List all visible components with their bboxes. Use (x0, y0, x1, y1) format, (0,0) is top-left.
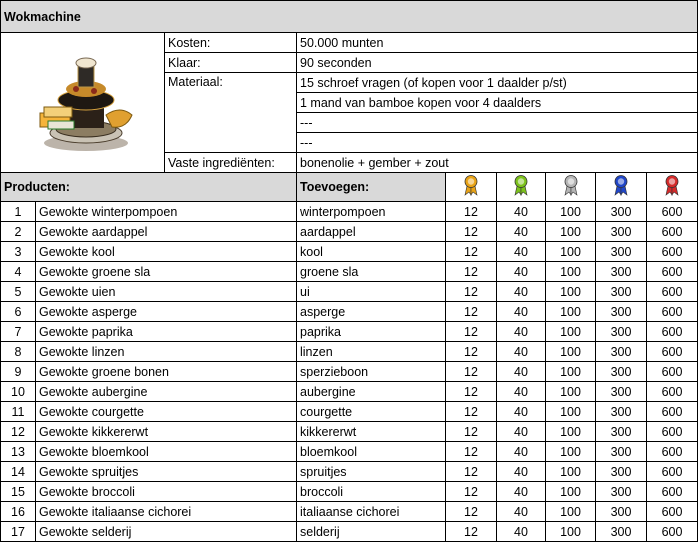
kosten-value: 50.000 munten (297, 33, 698, 53)
table-row (1, 282, 698, 302)
quantity-value: 12 (446, 322, 497, 342)
row-number: 13 (1, 442, 36, 462)
quantity-value: 40 (497, 362, 546, 382)
quantity-value: 100 (546, 442, 596, 462)
product-name: Gewokte spruitjes (36, 462, 297, 482)
quantity-value: 100 (546, 502, 596, 522)
quantity-value: 12 (446, 522, 497, 542)
quantity-value: 600 (647, 242, 698, 262)
row-number: 1 (1, 202, 36, 222)
ingredient-name: aardappel (297, 222, 446, 242)
table-row (1, 302, 698, 322)
quantity-value: 40 (497, 462, 546, 482)
row-number: 9 (1, 362, 36, 382)
quantity-value: 300 (596, 242, 647, 262)
product-name: Gewokte paprika (36, 322, 297, 342)
ingredient-name: kikkererwt (297, 422, 446, 442)
quantity-value: 40 (497, 422, 546, 442)
quantity-value: 12 (446, 242, 497, 262)
quantity-value: 600 (647, 262, 698, 282)
quantity-value: 12 (446, 482, 497, 502)
materiaal-item: 1 mand van bamboe kopen voor 4 daalders (297, 93, 698, 113)
quantity-value: 100 (546, 302, 596, 322)
ingredient-name: aubergine (297, 382, 446, 402)
row-number: 12 (1, 422, 36, 442)
quantity-value: 300 (596, 482, 647, 502)
row-number: 14 (1, 462, 36, 482)
quantity-value: 300 (596, 262, 647, 282)
product-name: Gewokte italiaanse cichorei (36, 502, 297, 522)
producten-header: Producten: (1, 173, 297, 202)
quantity-value: 300 (596, 502, 647, 522)
table-row (1, 502, 698, 522)
quantity-value: 40 (497, 382, 546, 402)
quantity-value: 600 (647, 522, 698, 542)
quantity-value: 40 (497, 502, 546, 522)
quantity-value: 300 (596, 362, 647, 382)
quantity-value: 100 (546, 322, 596, 342)
quantity-value: 100 (546, 282, 596, 302)
quantity-value: 600 (647, 402, 698, 422)
quantity-value: 12 (446, 442, 497, 462)
quantity-value: 300 (596, 202, 647, 222)
kosten-label: Kosten: (165, 33, 297, 53)
row-number: 17 (1, 522, 36, 542)
quantity-value: 12 (446, 262, 497, 282)
quantity-value: 12 (446, 282, 497, 302)
quantity-value: 600 (647, 302, 698, 322)
table-row (1, 402, 698, 422)
row-number: 5 (1, 282, 36, 302)
quantity-value: 100 (546, 382, 596, 402)
ribbon-green-icon (497, 173, 546, 202)
table-row (1, 202, 698, 222)
quantity-value: 40 (497, 222, 546, 242)
ingredient-name: linzen (297, 342, 446, 362)
quantity-value: 12 (446, 302, 497, 322)
ingredient-name: asperge (297, 302, 446, 322)
product-name: Gewokte broccoli (36, 482, 297, 502)
row-number: 10 (1, 382, 36, 402)
quantity-value: 300 (596, 382, 647, 402)
table-row (1, 442, 698, 462)
ingredient-name: italiaanse cichorei (297, 502, 446, 522)
product-name: Gewokte aubergine (36, 382, 297, 402)
quantity-value: 12 (446, 462, 497, 482)
quantity-value: 40 (497, 242, 546, 262)
product-name: Gewokte groene bonen (36, 362, 297, 382)
row-number: 7 (1, 322, 36, 342)
quantity-value: 100 (546, 482, 596, 502)
quantity-value: 600 (647, 322, 698, 342)
quantity-value: 300 (596, 282, 647, 302)
quantity-value: 300 (596, 222, 647, 242)
ingredient-name: courgette (297, 402, 446, 422)
materiaal-item: 15 schroef vragen (of kopen voor 1 daalder p/st) (297, 73, 698, 93)
ribbon-gold-icon (446, 173, 497, 202)
table-row (1, 462, 698, 482)
product-name: Gewokte asperge (36, 302, 297, 322)
row-number: 3 (1, 242, 36, 262)
quantity-value: 300 (596, 342, 647, 362)
quantity-value: 40 (497, 202, 546, 222)
product-name: Gewokte bloemkool (36, 442, 297, 462)
product-rows (1, 202, 698, 542)
row-number: 2 (1, 222, 36, 242)
quantity-value: 100 (546, 222, 596, 242)
ingredient-name: sperzieboon (297, 362, 446, 382)
quantity-value: 600 (647, 202, 698, 222)
quantity-value: 12 (446, 222, 497, 242)
table-row (1, 362, 698, 382)
quantity-value: 100 (546, 262, 596, 282)
quantity-value: 12 (446, 342, 497, 362)
table-row (1, 222, 698, 242)
ingredienten-label: Vaste ingrediënten: (165, 153, 297, 173)
product-name: Gewokte aardappel (36, 222, 297, 242)
quantity-value: 40 (497, 442, 546, 462)
row-number: 16 (1, 502, 36, 522)
quantity-value: 12 (446, 502, 497, 522)
quantity-value: 100 (546, 362, 596, 382)
ribbon-silver-icon (546, 173, 596, 202)
ingredient-name: broccoli (297, 482, 446, 502)
quantity-value: 40 (497, 302, 546, 322)
row-number: 15 (1, 482, 36, 502)
quantity-value: 600 (647, 482, 698, 502)
product-name: Gewokte uien (36, 282, 297, 302)
table-row (1, 322, 698, 342)
wok-machine-image (1, 33, 165, 173)
quantity-value: 600 (647, 362, 698, 382)
row-number: 11 (1, 402, 36, 422)
quantity-value: 600 (647, 462, 698, 482)
product-name: Gewokte kikkererwt (36, 422, 297, 442)
ingredient-name: ui (297, 282, 446, 302)
quantity-value: 300 (596, 522, 647, 542)
quantity-value: 40 (497, 342, 546, 362)
quantity-value: 100 (546, 342, 596, 362)
klaar-value: 90 seconden (297, 53, 698, 73)
quantity-value: 40 (497, 322, 546, 342)
quantity-value: 300 (596, 322, 647, 342)
quantity-value: 300 (596, 462, 647, 482)
klaar-label: Klaar: (165, 53, 297, 73)
quantity-value: 40 (497, 402, 546, 422)
ingredient-name: paprika (297, 322, 446, 342)
ingredient-name: winterpompoen (297, 202, 446, 222)
ingredient-name: groene sla (297, 262, 446, 282)
wok-machine-icon (28, 45, 138, 155)
materiaal-item: --- (297, 113, 698, 133)
quantity-value: 40 (497, 482, 546, 502)
table-row (1, 342, 698, 362)
table-row (1, 242, 698, 262)
quantity-value: 600 (647, 282, 698, 302)
product-name: Gewokte groene sla (36, 262, 297, 282)
quantity-value: 40 (497, 282, 546, 302)
quantity-value: 600 (647, 442, 698, 462)
ingredient-name: spruitjes (297, 462, 446, 482)
quantity-value: 300 (596, 402, 647, 422)
quantity-value: 600 (647, 422, 698, 442)
table-row (1, 262, 698, 282)
product-name: Gewokte selderij (36, 522, 297, 542)
table-row (1, 422, 698, 442)
quantity-value: 100 (546, 402, 596, 422)
materiaal-item: --- (297, 133, 698, 153)
quantity-value: 40 (497, 262, 546, 282)
quantity-value: 300 (596, 422, 647, 442)
quantity-value: 12 (446, 402, 497, 422)
row-number: 6 (1, 302, 36, 322)
quantity-value: 40 (497, 522, 546, 542)
quantity-value: 100 (546, 242, 596, 262)
ingredient-name: selderij (297, 522, 446, 542)
quantity-value: 12 (446, 382, 497, 402)
quantity-value: 100 (546, 202, 596, 222)
materiaal-label: Materiaal: (165, 73, 297, 153)
quantity-value: 100 (546, 422, 596, 442)
quantity-value: 600 (647, 502, 698, 522)
table-title: Wokmachine (1, 1, 698, 33)
ribbon-blue-icon (596, 173, 647, 202)
quantity-value: 12 (446, 422, 497, 442)
quantity-value: 12 (446, 362, 497, 382)
product-name: Gewokte courgette (36, 402, 297, 422)
product-name: Gewokte winterpompoen (36, 202, 297, 222)
table-row (1, 522, 698, 542)
quantity-value: 600 (647, 342, 698, 362)
product-name: Gewokte kool (36, 242, 297, 262)
quantity-value: 100 (546, 462, 596, 482)
ingredient-name: kool (297, 242, 446, 262)
toevoegen-header: Toevoegen: (297, 173, 446, 202)
row-number: 8 (1, 342, 36, 362)
quantity-value: 12 (446, 202, 497, 222)
quantity-value: 300 (596, 302, 647, 322)
table-row (1, 382, 698, 402)
ribbon-red-icon (647, 173, 698, 202)
quantity-value: 600 (647, 382, 698, 402)
product-name: Gewokte linzen (36, 342, 297, 362)
row-number: 4 (1, 262, 36, 282)
ingredient-name: bloemkool (297, 442, 446, 462)
quantity-value: 100 (546, 522, 596, 542)
ingredienten-value: bonenolie + gember + zout (297, 153, 698, 173)
table-row (1, 482, 698, 502)
quantity-value: 300 (596, 442, 647, 462)
quantity-value: 600 (647, 222, 698, 242)
